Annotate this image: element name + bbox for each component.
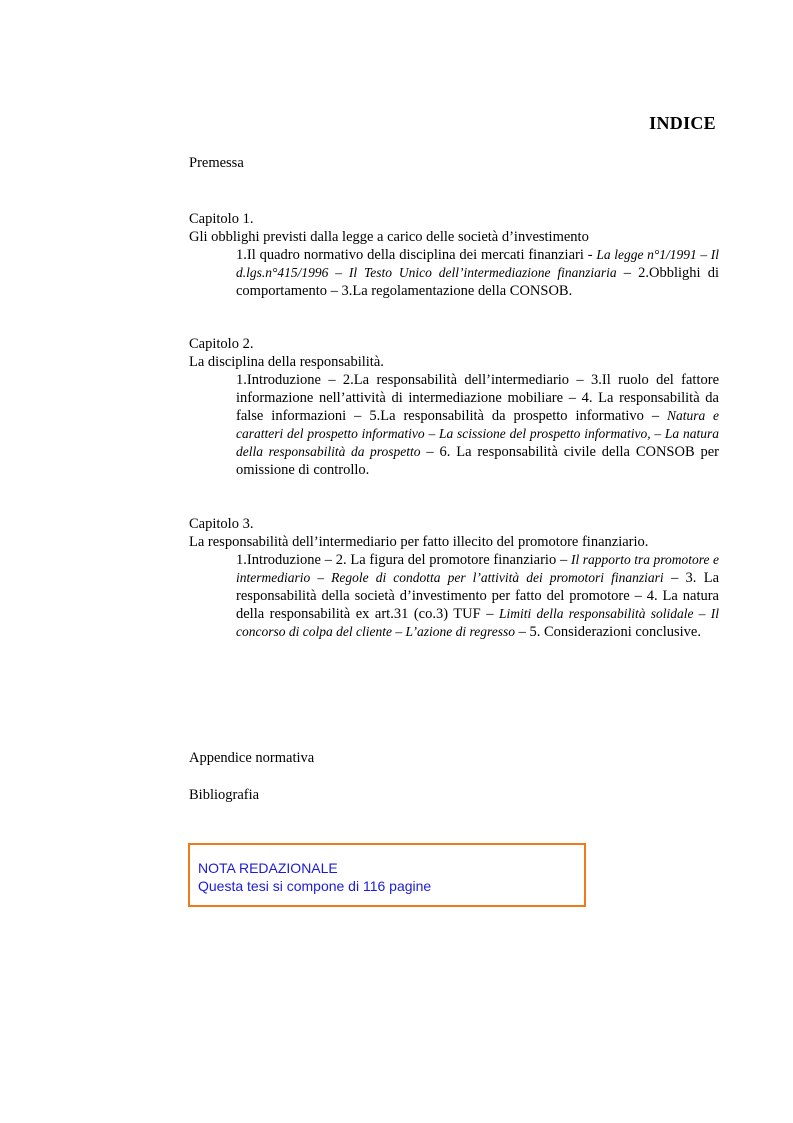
toc-bibliography: Bibliografia: [189, 787, 260, 803]
contents-text: 1.Introduzione – 2. La figura del promotore finanziario –: [236, 552, 571, 568]
contents-text: – 2.Obblighi di comportamento – 3.La regolamentazione della CONSOB.: [236, 265, 719, 299]
contents-italic: Limiti della responsabilità solidale – Il concorso di colpa del cliente – L’azione di regresso: [236, 606, 719, 639]
note-text: Questa tesi si compone di 116 pagine: [198, 878, 432, 894]
chapter-contents: [236, 246, 719, 300]
contents-italic: La legge n°1/1991 – Il d.lgs.n°415/1996 – Il Testo Unico dell’intermediazione finanziaria: [236, 247, 719, 280]
note-title: NOTA REDAZIONALE: [198, 860, 338, 876]
chapter-label: Capitolo 2.: [189, 336, 254, 352]
contents-text: 1.Introduzione – 2.La responsabilità dell’intermediario – 3.Il ruolo del fattore informazione nell’attività di intermediazione mobiliare – 4. La responsabilità da false informazioni – 5.La responsabilità da prospetto informativo –: [236, 372, 719, 424]
contents-italic: Natura e caratteri del prospetto informativo – La scissione del prospetto informativo, – La natura della responsabilità da prospetto: [236, 408, 719, 459]
chapter-subject: Gli obblighi previsti dalla legge a carico delle società d’investimento: [189, 229, 589, 245]
toc-premessa: Premessa: [189, 155, 244, 171]
index-title: INDICE: [649, 113, 716, 133]
contents-text: – 3. La responsabilità della società d’investimento per fatto del promotore – 4. La natura della responsabilità ex art.31 (co.3) TUF –: [236, 570, 720, 622]
editorial-note-box: [188, 843, 586, 907]
contents-italic: Il rapporto tra promotore e intermediario – Regole di condotta per l’attività dei promotori finanziari: [236, 552, 720, 585]
chapter-2: [189, 335, 719, 479]
chapter-label: Capitolo 1.: [189, 211, 254, 227]
chapter-3: [189, 515, 719, 641]
toc-appendix: Appendice normativa: [189, 750, 315, 766]
chapter-label: Capitolo 3.: [189, 516, 254, 532]
chapter-contents: [236, 551, 719, 641]
chapter-subject: La disciplina della responsabilità.: [189, 354, 384, 370]
contents-text: – 5. Considerazioni conclusive.: [514, 624, 701, 640]
chapter-subject: La responsabilità dell’intermediario per fatto illecito del promotore finanziario.: [189, 534, 649, 550]
contents-text: 1.Il quadro normativo della disciplina dei mercati finanziari -: [236, 247, 597, 263]
contents-text: – 6. La responsabilità civile della CONSOB per omissione di controllo.: [236, 444, 719, 478]
chapter-1: [189, 210, 719, 300]
chapter-contents: [236, 371, 719, 479]
